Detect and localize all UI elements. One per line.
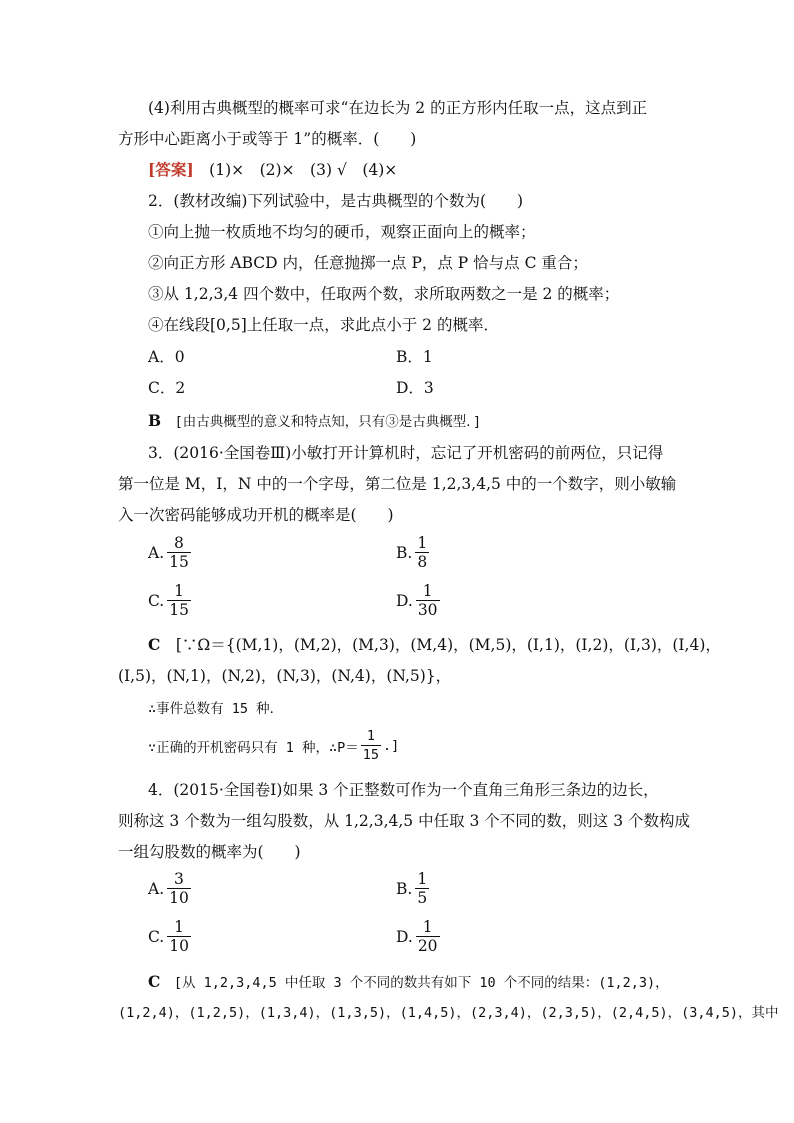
q1-statement-line2: 方形中心距离小于或等于 1”的概率．( ) xyxy=(118,130,417,148)
q3-line1: 3．(2016·全国卷Ⅲ)小敏打开计算机时，忘记了开机密码的前两位，只记得 xyxy=(148,444,664,462)
fraction: $\frac{1}{5}$ xyxy=(417,870,428,907)
q2-option-b: B．1 xyxy=(396,348,433,366)
q2-solution xyxy=(148,409,676,433)
q2-options-row2 xyxy=(148,376,676,400)
q3-option-d: D. $\frac{1}{30}$ xyxy=(396,582,438,619)
q3-line2: 第一位是 M，I，N 中的一个字母，第二位是 1,2,3,4,5 中的一个数字，则小敏输 xyxy=(118,475,677,493)
q3-line3: 入一次密码能够成功开机的概率是( ) xyxy=(118,506,394,524)
q4-line2: 则称这 3 个数为一组勾股数，从 1,2,3,4,5 中任取 3 个不同的数，则这 3 个数构成 xyxy=(118,812,691,830)
q4-option-b: B. $\frac{1}{5}$ xyxy=(396,870,428,907)
q2-option-d: D．3 xyxy=(396,379,434,397)
q3-solution-line3: ∴事件总数有 15 种． xyxy=(148,701,284,717)
q3-option-b: B. $\frac{1}{8}$ xyxy=(396,534,428,571)
q4-answer-letter: C xyxy=(148,972,161,991)
q3-option-a: A. $\frac{8}{15}$ xyxy=(148,534,189,571)
q3-solution-line4: ∵正确的开机密码只有 1 种，∴P＝ $\frac{1}{15}$ .] xyxy=(148,728,400,763)
fraction: $\frac{1}{30}$ xyxy=(417,582,438,619)
fraction: $\frac{1}{15}$ xyxy=(362,728,380,763)
q2-option-c: C．2 xyxy=(148,379,186,397)
q3-solution-line1 xyxy=(148,633,721,657)
fraction: $\frac{1}{10}$ xyxy=(169,918,189,955)
q2-stem: 2．(教材改编)下列试验中，是古典概型的个数为( ) xyxy=(148,192,524,210)
q4-solution-text1: [从 1,2,3,4,5 中任取 3 个不同的数共有如下 10 个不同的结果：(1,2,3)， xyxy=(160,975,669,991)
q4-line1: 4．(2015·全国卷Ⅰ)如果 3 个正整数可作为一个直角三角形三条边的边长， xyxy=(148,781,659,799)
fraction: $\frac{1}{8}$ xyxy=(417,534,428,571)
fraction: $\frac{1}{15}$ xyxy=(169,582,189,619)
q3-answer-letter: C xyxy=(148,635,161,654)
q2-item-4: ④在线段[0,5]上任取一点，求此点小于 2 的概率． xyxy=(148,316,499,334)
fraction: $\frac{8}{15}$ xyxy=(169,534,189,571)
q2-answer-letter: B xyxy=(148,411,162,430)
q4-solution-line1 xyxy=(148,970,676,994)
q1-answer xyxy=(148,158,676,182)
q2-option-a: A．0 xyxy=(148,348,185,366)
q2-item-1: ①向上抛一枚质地不均匀的硬币，观察正面向上的概率； xyxy=(148,223,536,241)
q2-explanation: [由古典概型的意义和特点知，只有③是古典概型．] xyxy=(161,414,482,430)
q4-solution-line2: (1,2,4)，(1,2,5)，(1,3,4)，(1,3,5)，(1,4,5)，(2,3,4)，(2,3,5)，(2,4,5)，(3,4,5)，其中 xyxy=(118,1005,779,1021)
q4-option-a: A. $\frac{3}{10}$ xyxy=(148,870,189,907)
q4-option-d: D. $\frac{1}{20}$ xyxy=(396,918,438,955)
q4-option-c: C. $\frac{1}{10}$ xyxy=(148,918,189,955)
q3-option-c: C. $\frac{1}{15}$ xyxy=(148,582,189,619)
q2-options-row1 xyxy=(148,345,676,369)
q2-item-2: ②向正方形 ABCD 内，任意抛掷一点 P，点 P 恰与点 C 重合； xyxy=(148,254,588,272)
q3-solution-line2: (I,5)，(N,1)，(N,2)，(N,3)，(N,4)，(N,5)}， xyxy=(118,667,452,685)
fraction: $\frac{3}{10}$ xyxy=(169,870,189,907)
q1-statement-line1: (4)利用古典概型的概率可求“在边长为 2 的正方形内任取一点，这点到正 xyxy=(148,99,648,117)
q3-solution-text1: [∵Ω＝{(M,1)，(M,2)，(M,3)，(M,4)，(M,5)，(I,1)，(I,2)，(I,3)，(I,4)， xyxy=(160,636,721,654)
fraction: $\frac{1}{20}$ xyxy=(417,918,438,955)
q4-line3: 一组勾股数的概率为( ) xyxy=(118,843,301,861)
q1-answer-text: (1)× (2)× (3) √ (4)× xyxy=(193,161,398,179)
q2-item-3: ③从 1,2,3,4 四个数中，任取两个数，求所取两数之一是 2 的概率； xyxy=(148,285,620,303)
answer-tag: [答案] xyxy=(148,160,194,179)
